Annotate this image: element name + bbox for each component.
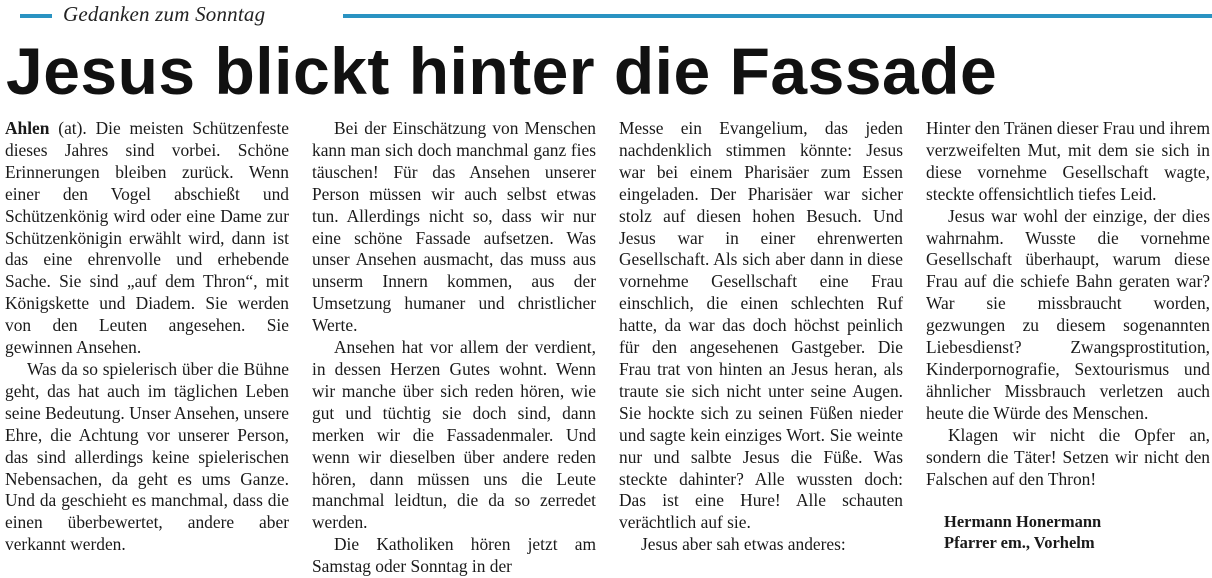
text-column-2 <box>312 118 596 578</box>
paragraph-1-text: (at). Die meisten Schützenfeste dieses Jahres sind vorbei. Schöne Erinnerungen bleiben zurück. Wenn einer den Vogel abschießt und Schützenkönig wird oder eine Dame zur Schützenkönigin erwählt wird, dann ist das eine ehrenvolle und erhebende Sache. Sie sind „auf dem Thron“, mit Königskette und Diadem. Sie werden von den Leuten angesehen. Sie gewinnen Ansehen. <box>5 118 289 358</box>
paragraph-5-continued: Messe ein Evangelium, das jeden nachdenklich stimmen könnte: Jesus war bei einem Pharisäer zum Essen eingeladen. Der Pharisäer war sicher stolz auf diesen hohen Besuch. Und Jesus war in einer ehrenwerten Gesellschaft. Als sich aber dann in diese vornehme Gesellschaft eine Frau einschlich, die einen schlechten Ruf hatte, da war das doch höchst peinlich für den angesehenen Gastgeber. Die Frau trat von hinten an Jesus heran, als traute sie sich nicht unter seine Augen. Sie hockte sich zu seinen Füßen nieder und sagte kein einziges Wort. Sie weinte nur und salbte Jesus die Füße. Was steckte dahinter? Alle wussten doch: Das ist eine Hure! Alle schauten verächtlich auf sie. <box>619 118 903 533</box>
paragraph-5: Die Katholiken hören jetzt am Samstag oder Sonntag in der <box>312 534 596 577</box>
paragraph-1 <box>5 118 289 359</box>
author-signature <box>926 511 1210 553</box>
paragraph-3: Bei der Einschätzung von Menschen kann man sich doch manchmal ganz fies täuschen! Für das Ansehen unserer Person müssen wir auch selbst etwas tun. Allerdings nicht so, dass wir nur eine schöne Fassade aufsetzen. Was unser Ansehen ausmacht, das muss aus unserm Innern kommen, aus der Umsetzung humaner und christlicher Werte. <box>312 118 596 336</box>
text-column-1 <box>5 118 289 556</box>
paragraph-6: Jesus aber sah etwas anderes: <box>641 534 846 555</box>
kicker: Gedanken zum Sonntag <box>63 2 266 26</box>
author-name: Hermann Honermann <box>944 512 1102 532</box>
paragraph-7: Jesus war wohl der einzige, der dies wahrnahm. Wusste die vornehme Gesellschaft überhaupt, warum diese Frau auf die schiefe Bahn geraten war? War sie missbraucht worden, gezwungen zu diesem sogenannten Liebesdienst? Zwangsprostitution, Kinderpornografie, Sextourismus und ähnlicher Missbrauch verletzen auch heute die Würde des Menschen. <box>926 205 1210 423</box>
dateline: Ahlen <box>5 118 50 138</box>
paragraph-8: Klagen wir nicht die Opfer an, sondern die Täter! Setzen wir nicht den Falschen auf den Thron! <box>926 424 1210 489</box>
paragraph-6-continued: Hinter den Tränen dieser Frau und ihrem verzweifelten Mut, mit dem sie sich in diese vornehme Gesellschaft wagte, steckte offensichtlich tiefes Leid. <box>926 118 1210 204</box>
text-column-4 <box>926 118 1210 553</box>
paragraph-4: Ansehen hat vor allem der verdient, in dessen Herzen Gutes wohnt. Wenn wir manche über sich reden hören, wie gut und tüchtig sie doch sind, dann merken wir die Fassadenmaler. Und wenn wir dieselben über andere reden hören, dann müssen uns die Leute manchmal leidtun, die da so zerredet werden. <box>312 337 596 533</box>
headline: Jesus blickt hinter die Fassade <box>6 34 998 108</box>
kicker-rule-left <box>20 14 52 18</box>
kicker-rule-right <box>343 14 1212 18</box>
paragraph-2: Was da so spielerisch über die Bühne geht, das hat auch im täglichen Leben seine Bedeutung. Unser Ansehen, unsere Ehre, die Achtung vor unserer Person, das sind allerdings keine spielerischen Nebensachen, da geht es ums Ganze. Und da geschieht es manchmal, dass die einen überbewertet, andere aber verkannt werden. <box>5 358 289 555</box>
text-column-3 <box>619 118 903 556</box>
author-title: Pfarrer em., Vorhelm <box>944 533 1095 553</box>
kicker-row <box>0 4 1212 28</box>
